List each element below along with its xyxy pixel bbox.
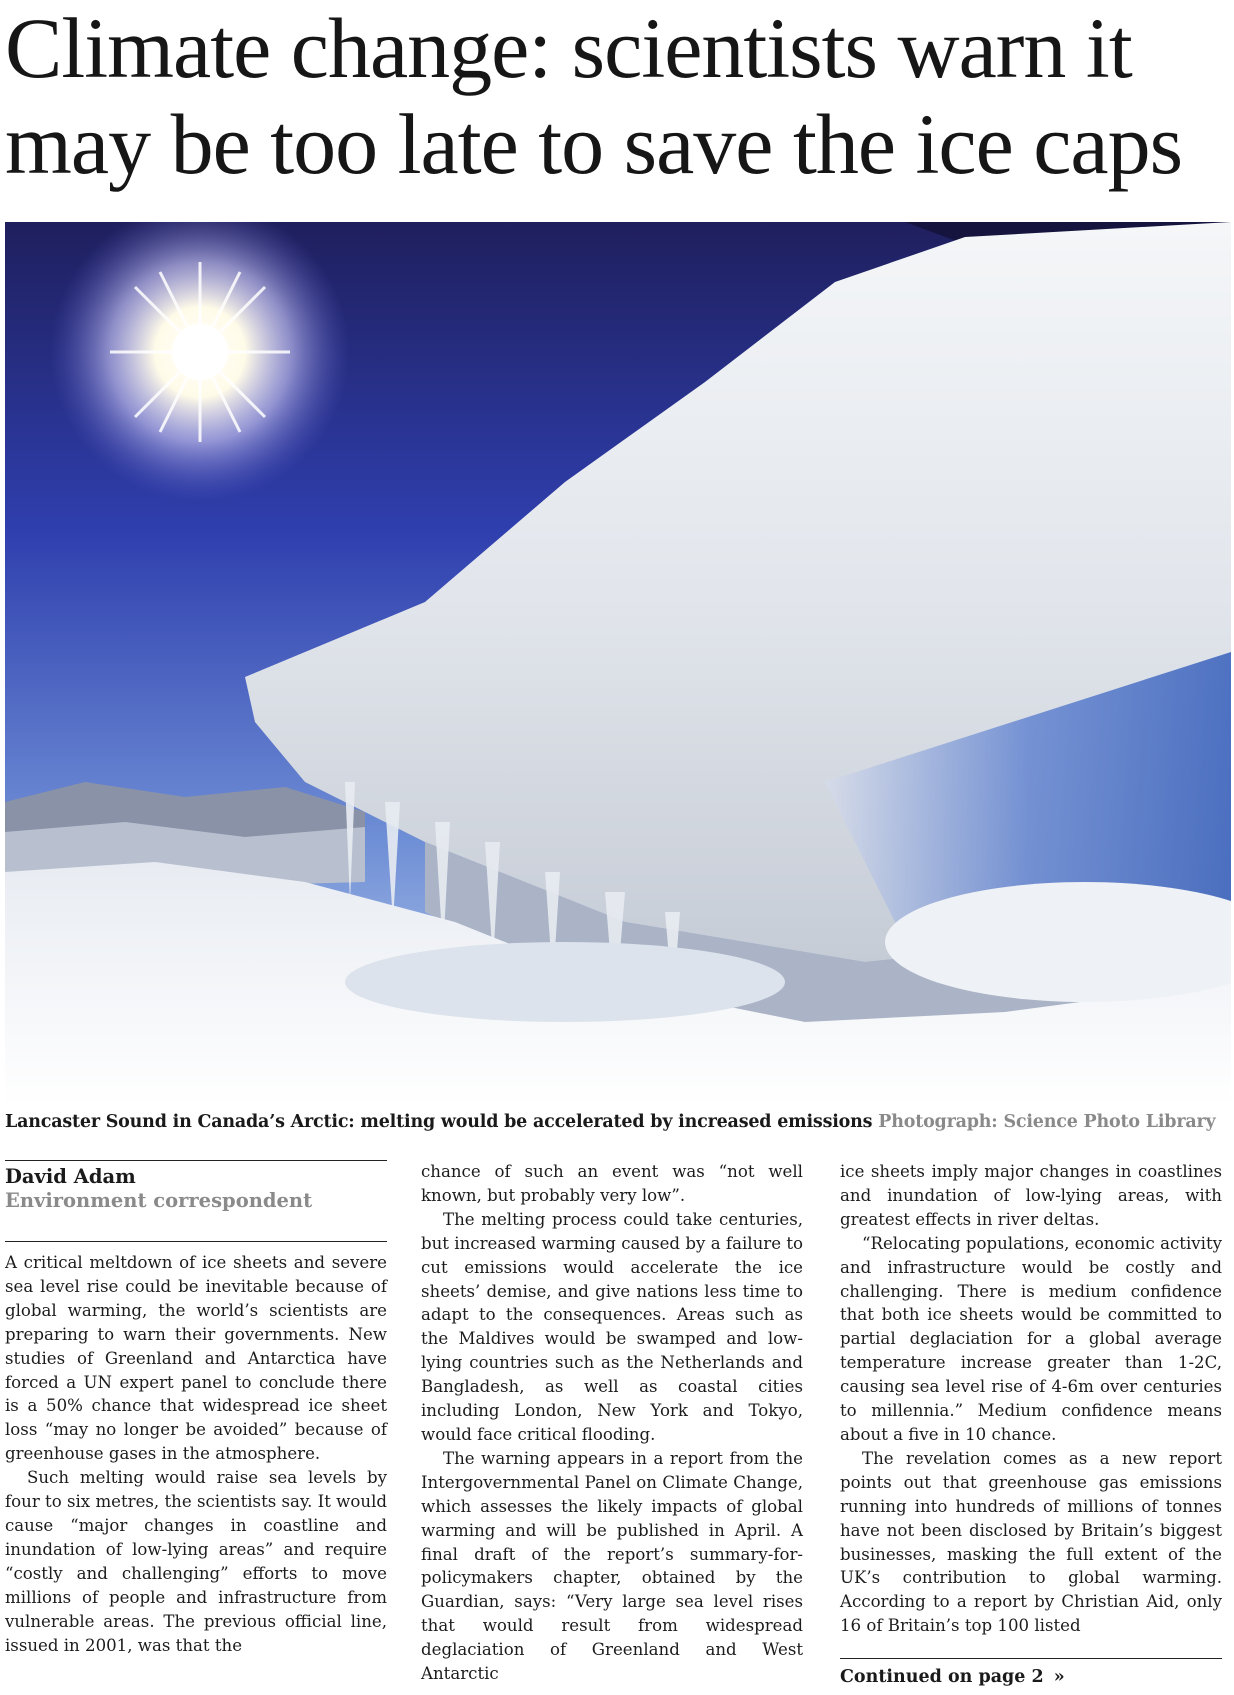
body-paragraph: Such melting would raise sea levels by four to six metres, the scientists say. It would cause “major changes in coastline and inundation of low-lying areas” and require “costly and challenging” efforts to move millions of people and infrastructure from vulnerable areas. The previous official line, issued in 2001, was that the: [5, 1468, 387, 1655]
double-chevron-right-icon: »: [1053, 1667, 1065, 1687]
article-column-2: [421, 1160, 803, 1686]
body-paragraph: chance of such an event was “not well known, but probably very low”.: [421, 1162, 803, 1205]
continued-link[interactable]: [840, 1658, 1222, 1689]
body-paragraph: “Relocating populations, economic activity and infrastructure would be costly and challenging. There is medium confidence that both ice sheets would be committed to partial deglaciation for a global average temperature increase greater than 1-2C, causing sea level rise of 4-6m over centuries to millennia.” Medium confidence means about a five in 10 chance.: [840, 1233, 1222, 1444]
caption-credit: Photograph: Science Photo Library: [878, 1112, 1216, 1132]
article-column-1: [5, 1160, 387, 1657]
body-paragraph: ice sheets imply major changes in coastlines and inundation of low-lying areas, with greatest effects in river deltas.: [840, 1162, 1222, 1229]
continued-label: Continued on page 2: [840, 1667, 1044, 1687]
caption-text: Lancaster Sound in Canada’s Arctic: melting would be accelerated by increased emissions: [5, 1112, 873, 1132]
article-column-3: [840, 1160, 1222, 1638]
arctic-ice-photo: [5, 222, 1231, 1107]
body-paragraph: The revelation comes as a new report points out that greenhouse gas emissions running into hundreds of millions of tonnes have not been disclosed by Britain’s biggest businesses, masking the full extent of the UK’s contribution to global warming. According to a report by Christian Aid, only 16 of Britain’s top 100 listed: [840, 1448, 1222, 1636]
byline: [5, 1160, 387, 1242]
body-paragraph: A critical meltdown of ice sheets and severe sea level rise could be inevitable because of global warming, the world’s scientists are preparing to warn their governments. New studies of Greenland and Antarctica have forced a UN expert panel to conclude there is a 50% chance that widespread ice sheet loss “may no longer be avoided” because of greenhouse gases in the atmosphere.: [5, 1253, 387, 1464]
body-paragraph: The warning appears in a report from the Intergovernmental Panel on Climate Change, which assesses the likely impacts of global warming and will be published in April. A final draft of the report’s summary-for-policymakers chapter, obtained by the Guardian, says: “Very large sea level rises that would result from widespread deglaciation of Greenland and West Antarctic: [421, 1448, 803, 1684]
byline-name: David Adam: [5, 1165, 136, 1188]
headline: Climate change: scientists warn it may be too late to save the ice caps: [5, 0, 1183, 192]
body-paragraph: The melting process could take centuries, but increased warming caused by a failure to cut emissions would accelerate the ice sheets’ demise, and give nations less time to adapt to the consequences. Areas such as the Maldives would be swamped and low-lying countries such as the Netherlands and Bangladesh, as well as coastal cities including London, New York and Tokyo, would face critical flooding.: [421, 1209, 803, 1444]
byline-role: Environment correspondent: [5, 1189, 313, 1212]
photo-caption: [5, 1109, 1231, 1135]
